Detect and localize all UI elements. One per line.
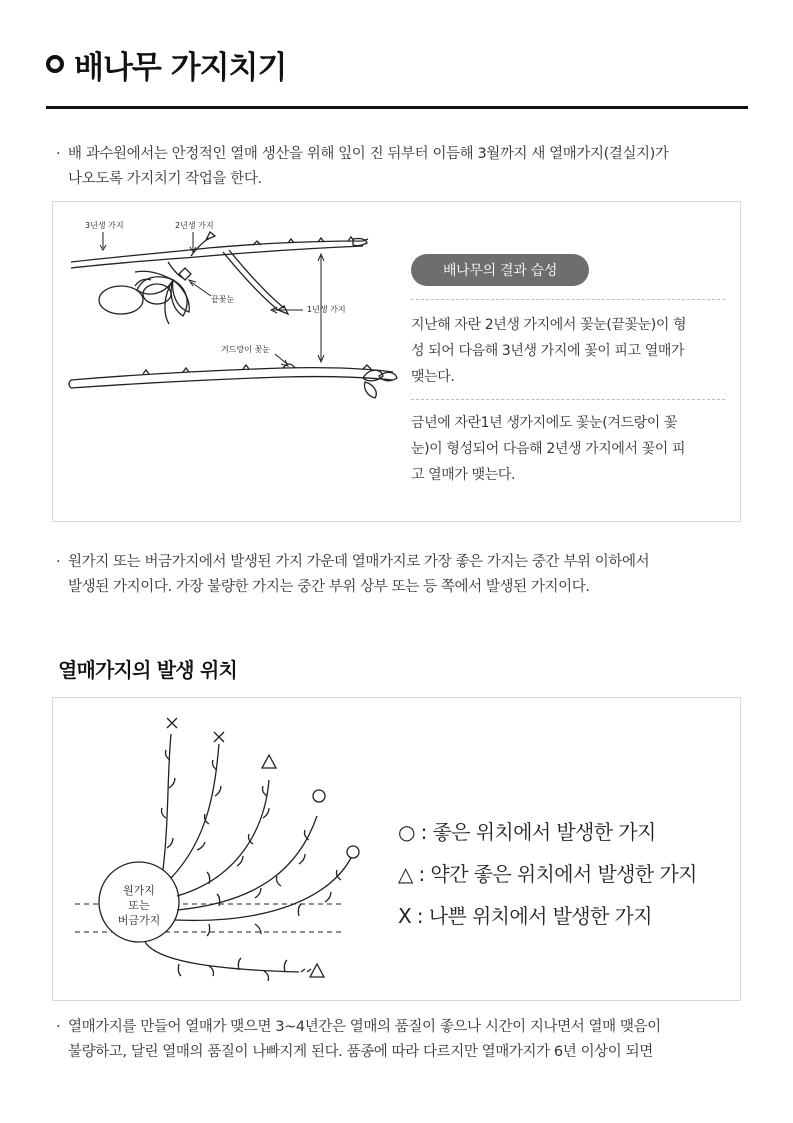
page-title-text: 배나무 가지치기	[74, 49, 287, 86]
dashed-divider	[411, 299, 725, 300]
label-branch2: 2년생 가지	[175, 221, 214, 230]
mark-good	[313, 790, 325, 802]
branch-fair-2	[145, 942, 299, 972]
circle-label-3: 버금가지	[117, 914, 161, 927]
habit-description-2	[411, 410, 731, 488]
mark-fair	[310, 964, 324, 977]
aging-paragraph	[56, 1015, 661, 1065]
dashed-divider	[411, 399, 725, 400]
para2-line-2: 발생된 가지이다. 가장 불량한 가지는 중간 부위 상부 또는 등 쪽에서 발생된 가지이다.	[68, 579, 590, 595]
branch-good-1	[177, 816, 317, 910]
mark-good	[347, 846, 359, 858]
branch-illustration	[63, 212, 403, 412]
fruiting-position-figure	[52, 697, 741, 1001]
branch-good-2	[175, 858, 351, 920]
mark-fair	[262, 755, 276, 768]
label-axillary-bud: 겨드랑이 꽃눈	[221, 345, 270, 354]
legend-bad: X : 나쁜 위치에서 발생한 가지	[398, 904, 652, 928]
legend-good: ○ : 좋은 위치에서 발생한 가지	[398, 820, 656, 844]
fruiting-habit-figure	[52, 201, 741, 522]
habit1-line-1: 지난해 자란 2년생 가지에서 꽃눈(끝꽃눈)이 형	[411, 317, 687, 333]
bullet-mark: ·	[56, 554, 61, 570]
habit2-line-3: 고 열매가 맺는다.	[411, 467, 516, 483]
legend-fair: △ : 약간 좋은 위치에서 발생한 가지	[398, 862, 697, 886]
mark-bad	[167, 718, 177, 728]
label-branch1: 1년생 가지	[307, 305, 346, 314]
branch-bad-1	[163, 734, 171, 870]
habit1-line-2: 성 되어 다음해 3년생 가지에 꽃이 피고 열매가	[411, 343, 685, 359]
fruiting-habit-badge: 배나무의 결과 습성	[411, 254, 589, 286]
habit2-line-2: 눈)이 형성되어 다음해 2년생 가지에서 꽃이 피	[411, 441, 686, 457]
branch-bad-2	[171, 744, 219, 878]
habit-description-1	[411, 312, 731, 390]
habit2-line-1: 금년에 자란1년 생가지에도 꽃눈(겨드랑이 꽃	[411, 415, 678, 431]
bullet-mark: ·	[56, 1019, 61, 1035]
intro-line-1: 배 과수원에서는 안정적인 열매 생산을 위해 잎이 진 뒤부터 이듬해 3월까지 새 열매가지(결실지)가	[68, 146, 669, 162]
position-illustration	[59, 698, 389, 998]
title-divider	[46, 106, 748, 109]
circle-label-1: 원가지	[123, 884, 155, 897]
circle-label-2: 또는	[128, 899, 150, 912]
branch-fair-1	[177, 780, 269, 896]
intro-line-2: 나오도록 가지치기 작업을 한다.	[68, 171, 262, 187]
habit1-line-3: 맺는다.	[411, 369, 455, 385]
intro-paragraph	[56, 142, 669, 192]
mark-bad	[214, 732, 224, 742]
label-branch3: 3년생 가지	[85, 221, 124, 230]
bullet-mark: ·	[56, 146, 61, 162]
pear-fruit	[99, 286, 143, 314]
circle-bullet-icon	[46, 55, 64, 73]
para3-line-1: 열매가지를 만들어 열매가 맺으면 3~4년간은 열매의 품질이 좋으나 시간이 지나면서 열매 맺음이	[68, 1019, 661, 1035]
position-paragraph	[56, 550, 649, 600]
para2-line-1: 원가지 또는 버금가지에서 발생된 가지 가운데 열매가지로 가장 좋은 가지는 중간 부위 이하에서	[68, 554, 650, 570]
section-heading: 열매가지의 발생 위치	[58, 658, 238, 682]
para3-line-2: 불량하고, 달린 열매의 품질이 나빠지게 된다. 품종에 따라 다르지만 열매가지가 6년 이상이 되면	[68, 1044, 653, 1060]
page-title	[46, 44, 286, 84]
label-terminal-bud: 끝꽃눈	[211, 295, 235, 304]
lower-branch	[71, 368, 393, 380]
